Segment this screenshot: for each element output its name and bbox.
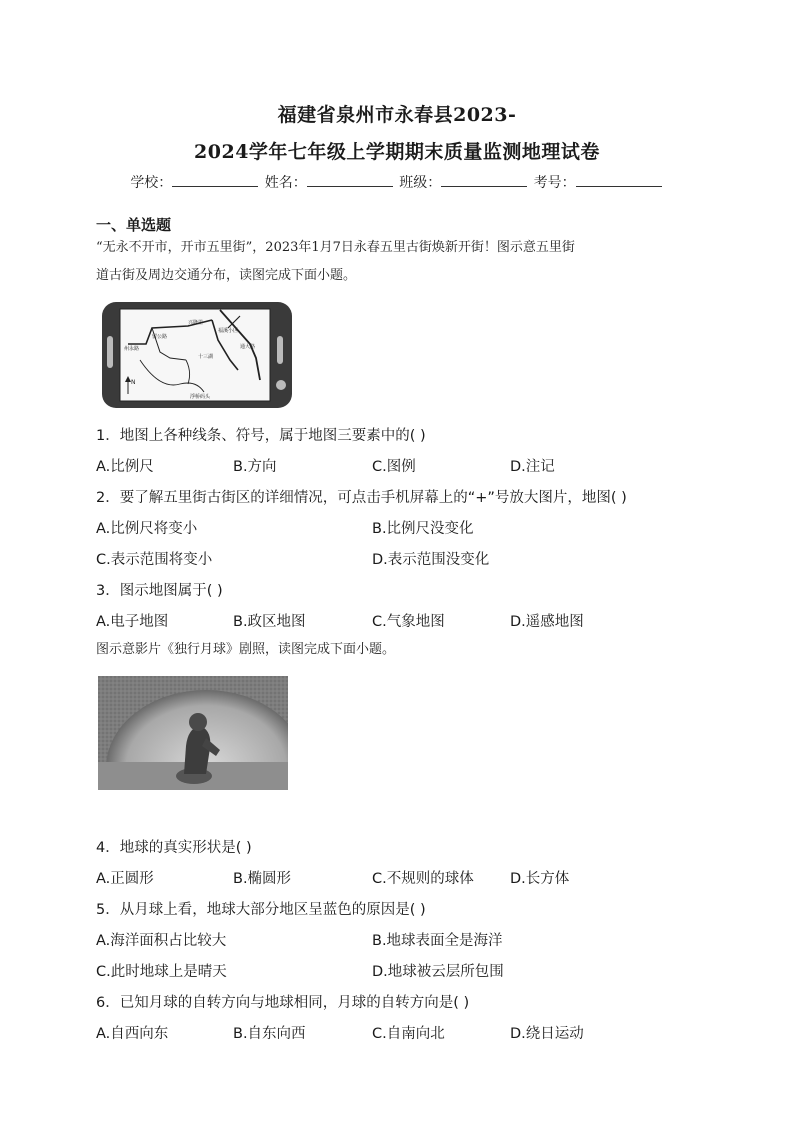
q1-option-b[interactable]: B.方向: [233, 459, 277, 475]
exam-no-blank[interactable]: [576, 172, 662, 187]
q2-option-a[interactable]: A.比例尺将变小: [96, 521, 198, 537]
q4-option-a[interactable]: A.正圆形: [96, 871, 154, 887]
class-label: 班级：: [399, 175, 442, 191]
passage-2: 图示意影片《独行月球》剧照，读图完成下面小题。: [96, 642, 396, 657]
name-label: 姓名：: [264, 175, 307, 191]
class-blank[interactable]: [441, 172, 527, 187]
map-label-3: 福溪小区: [218, 328, 239, 334]
q3-option-c[interactable]: C.气象地图: [372, 614, 445, 630]
q6-option-b[interactable]: B.自东向西: [233, 1026, 306, 1042]
exam-title-line2: 2024学年七年级上学期期末质量监测地理试卷: [194, 141, 600, 163]
phone-home-button: [276, 380, 286, 390]
question-1-stem: 1．地图上各种线条、符号，属于地图三要素中的( ): [96, 428, 426, 444]
school-blank[interactable]: [172, 172, 258, 187]
movie-still-image: [98, 676, 288, 790]
phone-right-button: [277, 336, 283, 364]
q1-option-d[interactable]: D.注记: [510, 459, 555, 475]
map-label-2: 留公路: [152, 334, 168, 340]
q5-option-c[interactable]: C.此时地球上是晴天: [96, 964, 227, 980]
exam-no-label: 考号：: [533, 175, 576, 191]
north-label: N: [131, 379, 136, 386]
school-label: 学校：: [130, 175, 173, 191]
q4-option-d[interactable]: D.长方体: [510, 871, 570, 887]
question-2-stem: 2．要了解五里街古街区的详细情况，可点击手机屏幕上的“+”号放大图片，地图( ): [96, 490, 627, 506]
map-label-1: 兴隆里: [188, 320, 204, 326]
q2-option-b[interactable]: B.比例尺没变化: [372, 521, 474, 537]
q6-option-d[interactable]: D.绕日运动: [510, 1026, 584, 1042]
question-3-stem: 3．图示地图属于( ): [96, 583, 223, 599]
q6-option-a[interactable]: A.自西向东: [96, 1026, 169, 1042]
q1-option-c[interactable]: C.图例: [372, 459, 416, 475]
q5-option-a[interactable]: A.海洋面积占比较大: [96, 933, 227, 949]
phone-map-figure: [100, 300, 296, 412]
q1-option-a[interactable]: A.比例尺: [96, 459, 154, 475]
q2-option-c[interactable]: C.表示范围将变小: [96, 552, 213, 568]
q5-option-d[interactable]: D.地球被云层所包围: [372, 964, 504, 980]
map-label-4: 十三湖: [198, 354, 214, 360]
q4-option-b[interactable]: B.椭圆形: [233, 871, 292, 887]
q4-option-c[interactable]: C.不规则的球体: [372, 871, 474, 887]
question-5-stem: 5．从月球上看，地球大部分地区呈蓝色的原因是( ): [96, 902, 426, 918]
phone-side-button: [107, 336, 113, 368]
question-4-stem: 4．地球的真实形状是( ): [96, 840, 252, 856]
passage-1-line1: “无永不开市，开市五里街”，2023年1月7日永春五里古街焕新开街！图示意五里街: [96, 240, 575, 255]
map-label-6: 通大路: [240, 344, 256, 350]
passage-1-line2: 道古街及周边交通分布，读图完成下面小题。: [96, 268, 357, 283]
question-6-stem: 6．已知月球的自转方向与地球相同，月球的自转方向是( ): [96, 995, 470, 1011]
map-label-0: 州永路: [124, 346, 140, 352]
exam-title-line1: 福建省泉州市永春县2023-: [277, 104, 517, 126]
passage-1: [96, 234, 696, 290]
q5-option-b[interactable]: B.地球表面全是海洋: [372, 933, 503, 949]
q2-option-d[interactable]: D.表示范围没变化: [372, 552, 490, 568]
q3-option-b[interactable]: B.政区地图: [233, 614, 306, 630]
q3-option-a[interactable]: A.电子地图: [96, 614, 169, 630]
name-blank[interactable]: [307, 172, 393, 187]
q6-option-c[interactable]: C.自南向北: [372, 1026, 445, 1042]
section-title: 一、单选题: [96, 216, 172, 234]
map-label-5: 浮桥码头: [190, 394, 211, 400]
q3-option-d[interactable]: D.遥感地图: [510, 614, 584, 630]
student-info-row: [0, 172, 794, 192]
